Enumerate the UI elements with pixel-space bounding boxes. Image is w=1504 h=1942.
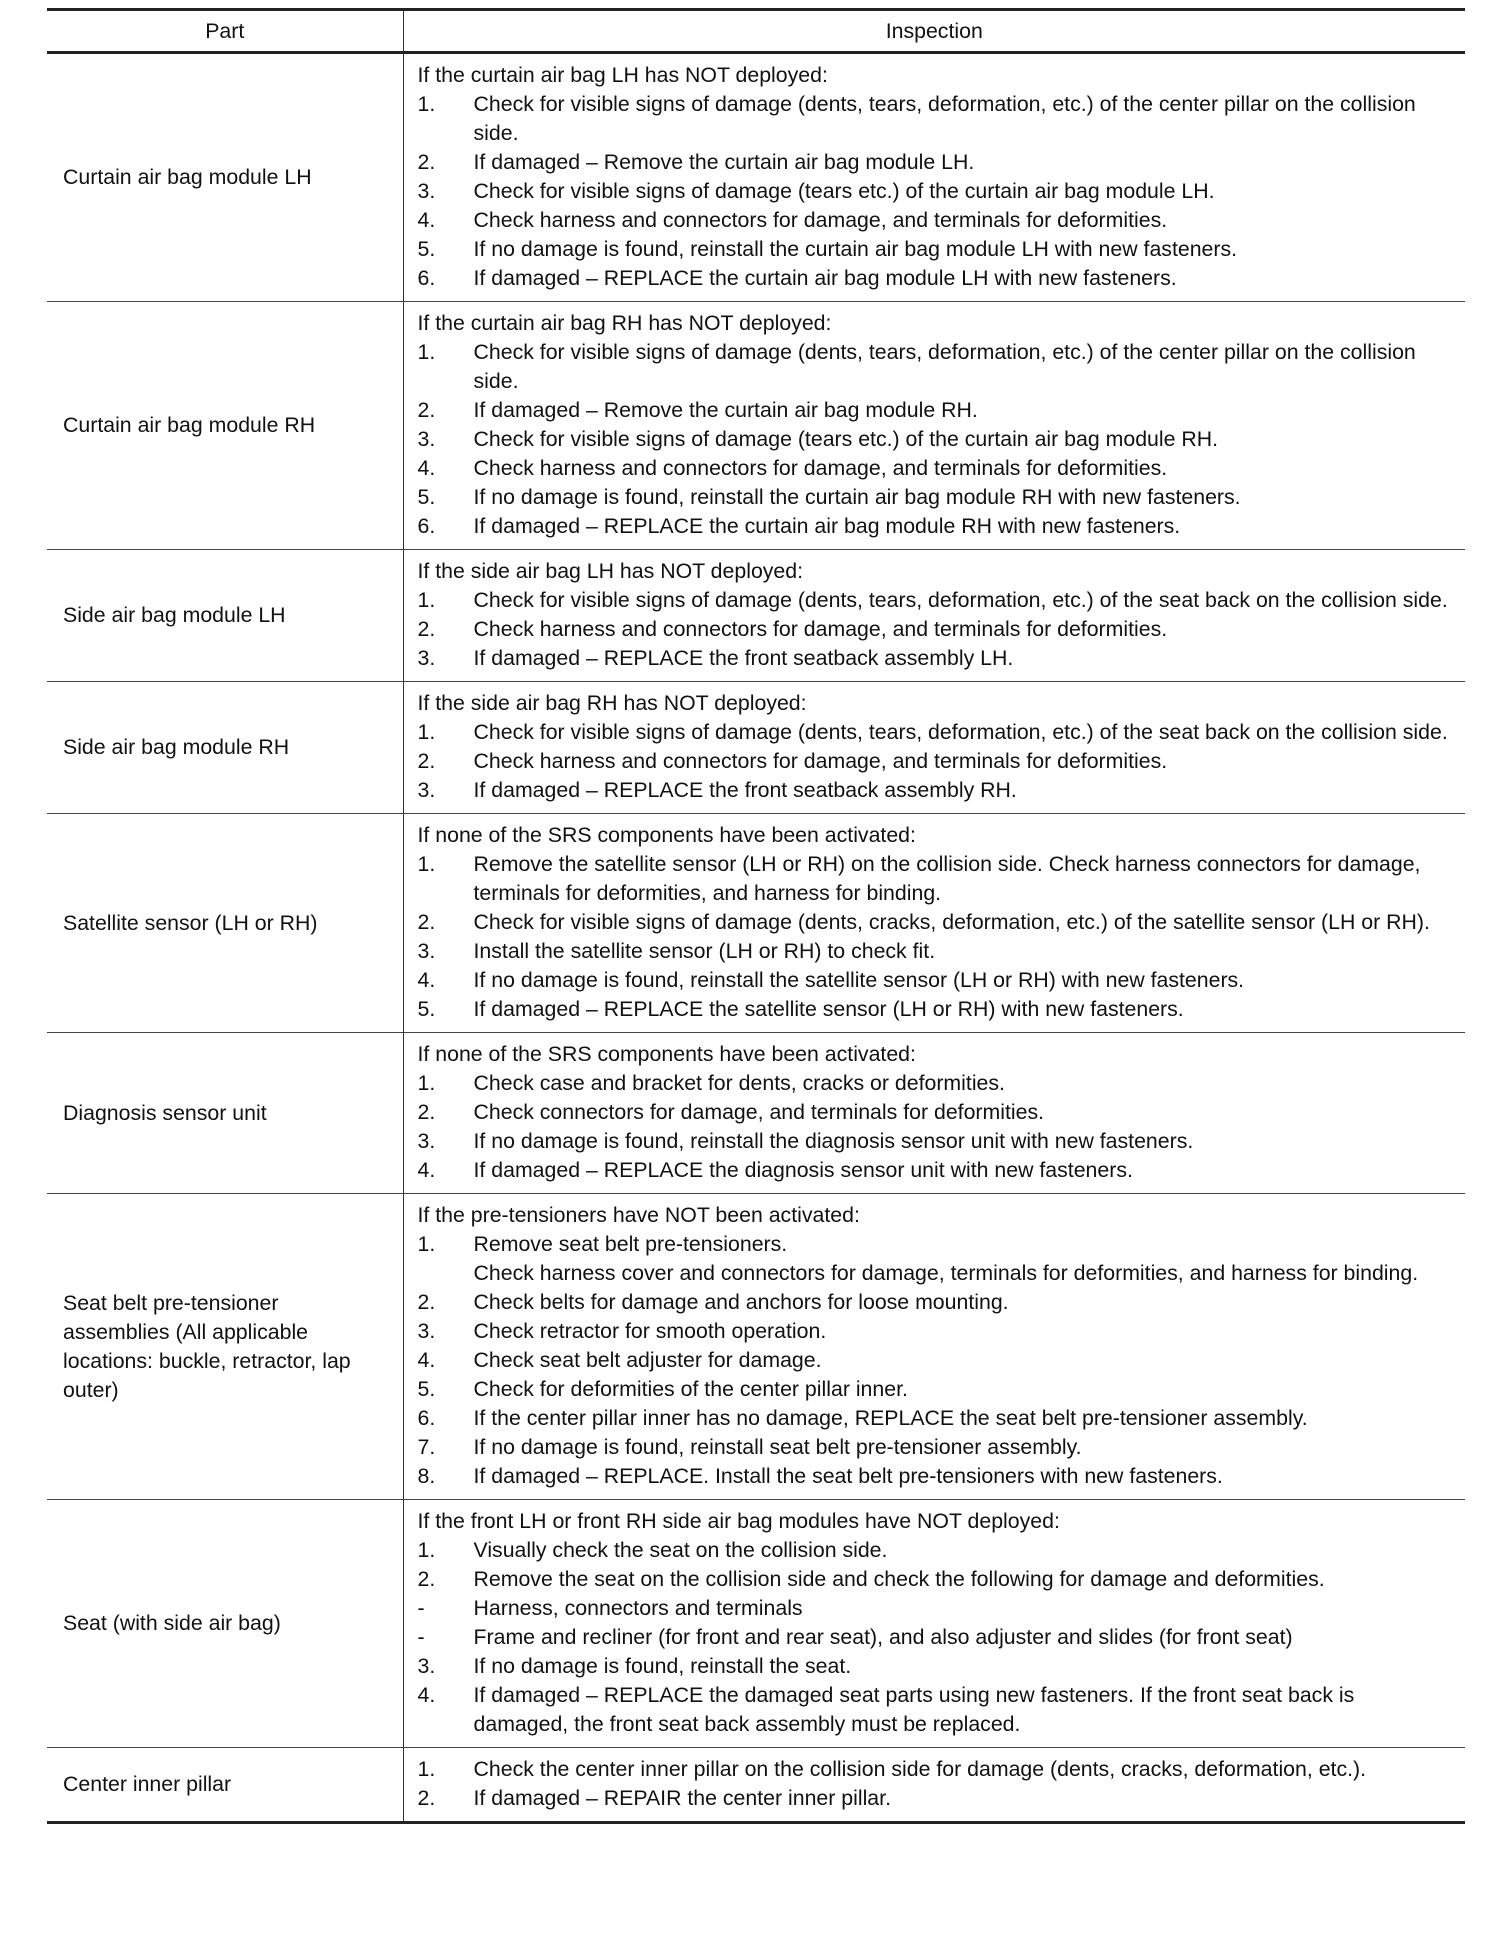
inspection-step bbox=[418, 235, 1454, 264]
inspection-step bbox=[418, 1127, 1454, 1156]
step-marker: 5. bbox=[417, 485, 436, 509]
inspection-step bbox=[418, 1346, 1454, 1375]
step-marker: 8. bbox=[417, 1464, 436, 1488]
inspection-step bbox=[418, 264, 1454, 293]
inspection-step bbox=[418, 148, 1454, 177]
step-marker: - bbox=[417, 1596, 425, 1620]
step-marker: 5. bbox=[417, 237, 436, 261]
inspection-step bbox=[418, 718, 1454, 747]
part-cell: Center inner pillar bbox=[47, 1748, 403, 1823]
part-cell: Diagnosis sensor unit bbox=[47, 1033, 403, 1194]
step-text: If damaged – Remove the curtain air bag module LH. bbox=[473, 150, 975, 174]
step-marker: 1. bbox=[417, 340, 436, 364]
part-cell: Side air bag module RH bbox=[47, 682, 403, 814]
step-marker: 1. bbox=[417, 1538, 436, 1562]
step-marker: 4. bbox=[417, 1348, 436, 1372]
step-text: Frame and recliner (for front and rear seat), and also adjuster and slides (for front seat) bbox=[473, 1625, 1293, 1649]
step-marker: - bbox=[417, 1625, 425, 1649]
inspection-step bbox=[418, 512, 1454, 541]
step-text: If no damage is found, reinstall the seat. bbox=[473, 1654, 852, 1678]
step-text: Check for visible signs of damage (tears etc.) of the curtain air bag module RH. bbox=[473, 427, 1219, 451]
step-text: Check belts for damage and anchors for loose mounting. bbox=[473, 1290, 1009, 1314]
step-marker: 2. bbox=[417, 749, 436, 773]
step-marker: 4. bbox=[417, 1683, 436, 1707]
step-marker: 4. bbox=[417, 456, 436, 480]
step-marker: 4. bbox=[417, 208, 436, 232]
inspection-condition: If the side air bag LH has NOT deployed: bbox=[417, 559, 804, 583]
inspection-step bbox=[418, 1230, 1454, 1259]
inspection-step bbox=[418, 1462, 1454, 1491]
step-text: Check for visible signs of damage (dents, tears, deformation, etc.) of the center pillar on the collision side. bbox=[473, 92, 1416, 145]
part-cell: Curtain air bag module LH bbox=[47, 53, 403, 302]
step-marker: 2. bbox=[417, 398, 436, 422]
step-marker: 6. bbox=[417, 514, 436, 538]
inspection-step bbox=[418, 396, 1454, 425]
step-marker: 1. bbox=[417, 588, 436, 612]
inspection-condition: If the front LH or front RH side air bag modules have NOT deployed: bbox=[417, 1509, 1060, 1533]
inspection-cell bbox=[403, 1194, 1465, 1500]
inspection-step bbox=[418, 1404, 1454, 1433]
column-header-part: Part bbox=[47, 10, 403, 53]
step-text: Check harness cover and connectors for damage, terminals for deformities, and harness for binding. bbox=[473, 1261, 1419, 1285]
inspection-step bbox=[418, 1623, 1454, 1652]
inspection-cell bbox=[403, 302, 1465, 550]
step-marker: 6. bbox=[417, 266, 436, 290]
header-row bbox=[47, 10, 1465, 53]
inspection-step bbox=[418, 1317, 1454, 1346]
inspection-step bbox=[418, 1259, 1454, 1288]
step-text: If damaged – REPAIR the center inner pillar. bbox=[473, 1786, 891, 1810]
table-row bbox=[47, 1033, 1465, 1194]
step-text: If damaged – REPLACE. Install the seat belt pre-tensioners with new fasteners. bbox=[473, 1464, 1223, 1488]
inspection-step bbox=[418, 995, 1454, 1024]
step-marker: 6. bbox=[417, 1406, 436, 1430]
step-text: If damaged – REPLACE the front seatback assembly LH. bbox=[473, 646, 1014, 670]
inspection-step bbox=[418, 1288, 1454, 1317]
step-marker: 3. bbox=[417, 1319, 436, 1343]
inspection-step bbox=[418, 1433, 1454, 1462]
step-marker: 1. bbox=[417, 852, 436, 876]
table-row bbox=[47, 302, 1465, 550]
step-text: Check harness and connectors for damage, and terminals for deformities. bbox=[473, 749, 1168, 773]
step-marker: 3. bbox=[417, 939, 436, 963]
step-marker: 4. bbox=[417, 968, 436, 992]
inspection-step bbox=[418, 483, 1454, 512]
step-marker: 3. bbox=[417, 1654, 436, 1678]
inspection-step bbox=[418, 206, 1454, 235]
step-text: Check for visible signs of damage (dents, tears, deformation, etc.) of the seat back on the collision side. bbox=[473, 720, 1448, 744]
inspection-condition: If the side air bag RH has NOT deployed: bbox=[417, 691, 807, 715]
step-marker: 2. bbox=[417, 910, 436, 934]
step-text: If damaged – REPLACE the satellite sensor (LH or RH) with new fasteners. bbox=[473, 997, 1184, 1021]
step-text: Check for visible signs of damage (dents, tears, deformation, etc.) of the center pillar on the collision side. bbox=[473, 340, 1416, 393]
inspection-cell bbox=[403, 550, 1465, 682]
step-marker: 5. bbox=[417, 997, 436, 1021]
column-header-inspection: Inspection bbox=[403, 10, 1465, 53]
step-marker: 5. bbox=[417, 1377, 436, 1401]
step-text: If no damage is found, reinstall the curtain air bag module LH with new fasteners. bbox=[473, 237, 1238, 261]
step-text: Check connectors for damage, and terminals for deformities. bbox=[473, 1100, 1045, 1124]
step-marker: 1. bbox=[417, 92, 436, 116]
step-marker: 4. bbox=[417, 1158, 436, 1182]
step-marker: 3. bbox=[417, 1129, 436, 1153]
step-marker: 2. bbox=[417, 1567, 436, 1591]
step-text: Remove the seat on the collision side and check the following for damage and deformities. bbox=[473, 1567, 1325, 1591]
step-text: Check case and bracket for dents, cracks or deformities. bbox=[473, 1071, 1005, 1095]
step-text: If no damage is found, reinstall the curtain air bag module RH with new fasteners. bbox=[473, 485, 1241, 509]
step-text: Check for visible signs of damage (tears etc.) of the curtain air bag module LH. bbox=[473, 179, 1215, 203]
step-text: Check for deformities of the center pillar inner. bbox=[473, 1377, 908, 1401]
table-row bbox=[47, 1748, 1465, 1823]
inspection-step bbox=[418, 776, 1454, 805]
step-text: Check for visible signs of damage (dents, tears, deformation, etc.) of the seat back on the collision side. bbox=[473, 588, 1448, 612]
step-marker: 1. bbox=[417, 1232, 436, 1256]
inspection-step bbox=[418, 1069, 1454, 1098]
step-marker: 1. bbox=[417, 1757, 436, 1781]
inspection-cell bbox=[403, 1500, 1465, 1748]
step-text: Remove the satellite sensor (LH or RH) on the collision side. Check harness connectors for damage, terminals for deformities, and harness for binding. bbox=[473, 852, 1421, 905]
inspection-step bbox=[418, 850, 1454, 908]
step-marker: 7. bbox=[417, 1435, 436, 1459]
inspection-step bbox=[418, 1594, 1454, 1623]
inspection-step bbox=[418, 1375, 1454, 1404]
step-marker: 2. bbox=[417, 617, 436, 641]
step-marker bbox=[418, 1259, 474, 1288]
step-text: If damaged – REPLACE the curtain air bag module RH with new fasteners. bbox=[473, 514, 1181, 538]
step-text: If no damage is found, reinstall the satellite sensor (LH or RH) with new fasteners. bbox=[473, 968, 1245, 992]
step-marker: 2. bbox=[417, 1100, 436, 1124]
step-text: Check seat belt adjuster for damage. bbox=[473, 1348, 822, 1372]
step-marker: 3. bbox=[417, 179, 436, 203]
step-text: If no damage is found, reinstall the diagnosis sensor unit with new fasteners. bbox=[473, 1129, 1194, 1153]
step-text: If damaged – REPLACE the diagnosis sensor unit with new fasteners. bbox=[473, 1158, 1133, 1182]
step-marker: 3. bbox=[417, 427, 436, 451]
inspection-step bbox=[418, 586, 1454, 615]
inspection-step bbox=[418, 615, 1454, 644]
step-text: Check the center inner pillar on the collision side for damage (dents, cracks, deformation, etc.). bbox=[473, 1757, 1367, 1781]
step-text: If damaged – REPLACE the damaged seat parts using new fasteners. If the front seat back is damaged, the front seat back assembly must be replaced. bbox=[473, 1683, 1355, 1736]
inspection-step bbox=[418, 90, 1454, 148]
inspection-step bbox=[418, 1652, 1454, 1681]
step-marker: 1. bbox=[417, 720, 436, 744]
table-row bbox=[47, 682, 1465, 814]
inspection-step bbox=[418, 177, 1454, 206]
inspection-step bbox=[418, 425, 1454, 454]
step-marker: 3. bbox=[417, 646, 436, 670]
step-text: Remove seat belt pre-tensioners. bbox=[473, 1232, 788, 1256]
inspection-step bbox=[418, 338, 1454, 396]
part-cell: Satellite sensor (LH or RH) bbox=[47, 814, 403, 1033]
part-cell: Curtain air bag module RH bbox=[47, 302, 403, 550]
inspection-step bbox=[418, 1098, 1454, 1127]
step-text: If damaged – Remove the curtain air bag module RH. bbox=[473, 398, 978, 422]
step-text: If the center pillar inner has no damage, REPLACE the seat belt pre-tensioner assembly. bbox=[473, 1406, 1308, 1430]
step-marker: 3. bbox=[417, 778, 436, 802]
inspection-step bbox=[418, 747, 1454, 776]
step-text: Visually check the seat on the collision side. bbox=[473, 1538, 888, 1562]
inspection-cell bbox=[403, 53, 1465, 302]
table-row bbox=[47, 814, 1465, 1033]
table-body bbox=[47, 53, 1465, 1823]
step-text: Install the satellite sensor (LH or RH) to check fit. bbox=[473, 939, 936, 963]
inspection-step bbox=[418, 937, 1454, 966]
inspection-condition: If the pre-tensioners have NOT been activated: bbox=[417, 1203, 860, 1227]
step-marker: 1. bbox=[417, 1071, 436, 1095]
step-text: If damaged – REPLACE the curtain air bag module LH with new fasteners. bbox=[473, 266, 1177, 290]
inspection-step bbox=[418, 644, 1454, 673]
inspection-step bbox=[418, 1784, 1454, 1813]
part-cell: Side air bag module LH bbox=[47, 550, 403, 682]
inspection-step bbox=[418, 1536, 1454, 1565]
table-row bbox=[47, 1194, 1465, 1500]
inspection-condition: If none of the SRS components have been activated: bbox=[417, 823, 916, 847]
step-text: Check harness and connectors for damage, and terminals for deformities. bbox=[473, 456, 1168, 480]
step-text: If damaged – REPLACE the front seatback assembly RH. bbox=[473, 778, 1017, 802]
table-row bbox=[47, 550, 1465, 682]
inspection-cell bbox=[403, 682, 1465, 814]
part-cell: Seat belt pre-tensioner assemblies (All applicable locations: buckle, retractor, lap outer) bbox=[47, 1194, 403, 1500]
step-text: Check harness and connectors for damage, and terminals for deformities. bbox=[473, 208, 1168, 232]
step-text: Check harness and connectors for damage, and terminals for deformities. bbox=[473, 617, 1168, 641]
inspection-step bbox=[418, 966, 1454, 995]
inspection-condition: If the curtain air bag LH has NOT deployed: bbox=[417, 63, 828, 87]
step-text: Harness, connectors and terminals bbox=[473, 1596, 803, 1620]
table-row bbox=[47, 53, 1465, 302]
inspection-step bbox=[418, 454, 1454, 483]
inspection-step bbox=[418, 1156, 1454, 1185]
step-text: Check retractor for smooth operation. bbox=[473, 1319, 827, 1343]
table-header bbox=[47, 10, 1465, 53]
part-cell: Seat (with side air bag) bbox=[47, 1500, 403, 1748]
step-marker: 2. bbox=[417, 1290, 436, 1314]
inspection-condition: If the curtain air bag RH has NOT deployed: bbox=[417, 311, 832, 335]
step-text: Check for visible signs of damage (dents, cracks, deformation, etc.) of the satellite sensor (LH or RH). bbox=[473, 910, 1430, 934]
inspection-condition: If none of the SRS components have been activated: bbox=[417, 1042, 916, 1066]
step-text: If no damage is found, reinstall seat belt pre-tensioner assembly. bbox=[473, 1435, 1082, 1459]
inspection-step bbox=[418, 1681, 1454, 1739]
inspection-cell bbox=[403, 1033, 1465, 1194]
table-row bbox=[47, 1500, 1465, 1748]
inspection-step bbox=[418, 1565, 1454, 1594]
inspection-step bbox=[418, 1755, 1454, 1784]
inspection-table bbox=[47, 8, 1465, 1824]
step-marker: 2. bbox=[417, 1786, 436, 1810]
inspection-cell bbox=[403, 814, 1465, 1033]
inspection-cell bbox=[403, 1748, 1465, 1823]
step-marker: 2. bbox=[417, 150, 436, 174]
inspection-step bbox=[418, 908, 1454, 937]
